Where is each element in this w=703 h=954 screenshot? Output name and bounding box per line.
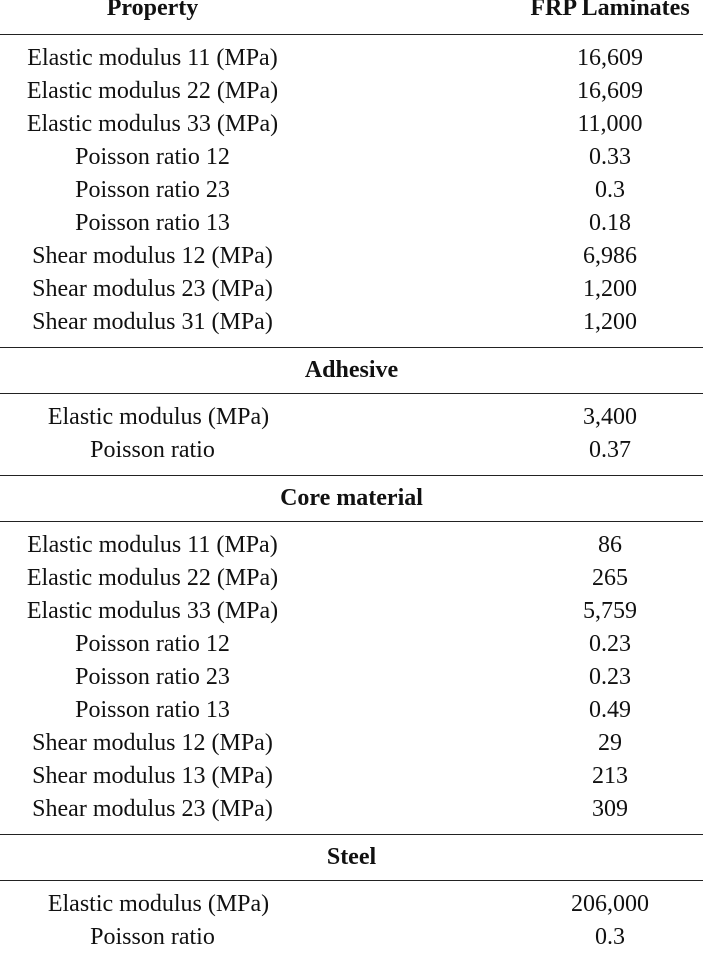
row-value: 6,986 xyxy=(583,243,637,269)
row-label: Elastic modulus 22 (MPa) xyxy=(26,565,279,591)
row-value: 16,609 xyxy=(577,78,643,104)
row-value: 0.3 xyxy=(595,177,625,203)
section-title-adhesive: Adhesive xyxy=(304,357,399,383)
row-value: 0.33 xyxy=(589,144,631,170)
row-label: Poisson ratio 23 xyxy=(75,177,230,203)
table-row xyxy=(0,207,703,240)
table-row xyxy=(0,434,703,467)
table-row xyxy=(0,141,703,174)
row-label: Elastic modulus 33 (MPa) xyxy=(26,598,279,624)
row-value: 0.49 xyxy=(589,697,631,723)
row-label: Shear modulus 13 (MPa) xyxy=(32,763,273,789)
table-row xyxy=(0,529,703,562)
table-row xyxy=(0,273,703,306)
row-value: 309 xyxy=(592,796,628,822)
row-label: Poisson ratio 23 xyxy=(75,664,230,690)
table-row xyxy=(0,921,703,954)
section-title-core-material: Core material xyxy=(280,485,423,511)
row-label: Poisson ratio xyxy=(90,924,215,950)
table-row xyxy=(0,661,703,694)
table-row xyxy=(0,42,703,75)
table-row xyxy=(0,793,703,826)
row-value: 1,200 xyxy=(583,276,637,302)
row-value: 16,609 xyxy=(577,45,643,71)
row-label: Elastic modulus 11 (MPa) xyxy=(27,45,278,71)
row-value: 213 xyxy=(592,763,628,789)
row-label: Shear modulus 12 (MPa) xyxy=(32,243,273,269)
row-label: Poisson ratio 13 xyxy=(75,697,230,723)
row-label: Shear modulus 23 (MPa) xyxy=(32,796,273,822)
row-value: 5,759 xyxy=(583,598,637,624)
table-row xyxy=(0,694,703,727)
row-label: Elastic modulus 33 (MPa) xyxy=(26,111,279,137)
table-row xyxy=(0,240,703,273)
row-value: 1,200 xyxy=(583,309,637,335)
row-value: 3,400 xyxy=(583,404,637,430)
row-label: Elastic modulus 11 (MPa) xyxy=(27,532,278,558)
core-section xyxy=(0,522,703,834)
table-header xyxy=(0,0,703,34)
frp-section xyxy=(0,35,703,347)
table-row xyxy=(0,595,703,628)
steel-section xyxy=(0,881,703,954)
row-value: 265 xyxy=(592,565,628,591)
table-row xyxy=(0,628,703,661)
row-label: Shear modulus 12 (MPa) xyxy=(32,730,273,756)
row-value: 11,000 xyxy=(577,111,643,137)
row-label: Shear modulus 23 (MPa) xyxy=(32,276,273,302)
table-row xyxy=(0,727,703,760)
table-row xyxy=(0,562,703,595)
row-label: Poisson ratio 12 xyxy=(75,144,230,170)
header-frp-laminates: FRP Laminates xyxy=(530,0,690,21)
table-row xyxy=(0,174,703,207)
table-row xyxy=(0,888,703,921)
table-row xyxy=(0,401,703,434)
row-label: Poisson ratio xyxy=(90,437,215,463)
table-row xyxy=(0,108,703,141)
row-label: Elastic modulus (MPa) xyxy=(47,404,270,430)
row-value: 0.18 xyxy=(589,210,631,236)
table-row xyxy=(0,306,703,339)
table-row xyxy=(0,760,703,793)
row-label: Poisson ratio 13 xyxy=(75,210,230,236)
row-label: Elastic modulus 22 (MPa) xyxy=(26,78,279,104)
row-value: 0.37 xyxy=(589,437,631,463)
table-row xyxy=(0,75,703,108)
row-label: Elastic modulus (MPa) xyxy=(47,891,270,917)
section-title-steel: Steel xyxy=(326,844,377,870)
row-label: Poisson ratio 12 xyxy=(75,631,230,657)
row-value: 0.3 xyxy=(595,924,625,950)
row-value: 0.23 xyxy=(589,631,631,657)
row-value: 0.23 xyxy=(589,664,631,690)
header-property: Property xyxy=(106,0,199,21)
adhesive-section xyxy=(0,394,703,475)
row-value: 29 xyxy=(598,730,622,756)
row-value: 86 xyxy=(598,532,622,558)
row-value: 206,000 xyxy=(571,891,649,917)
row-label: Shear modulus 31 (MPa) xyxy=(32,309,273,335)
